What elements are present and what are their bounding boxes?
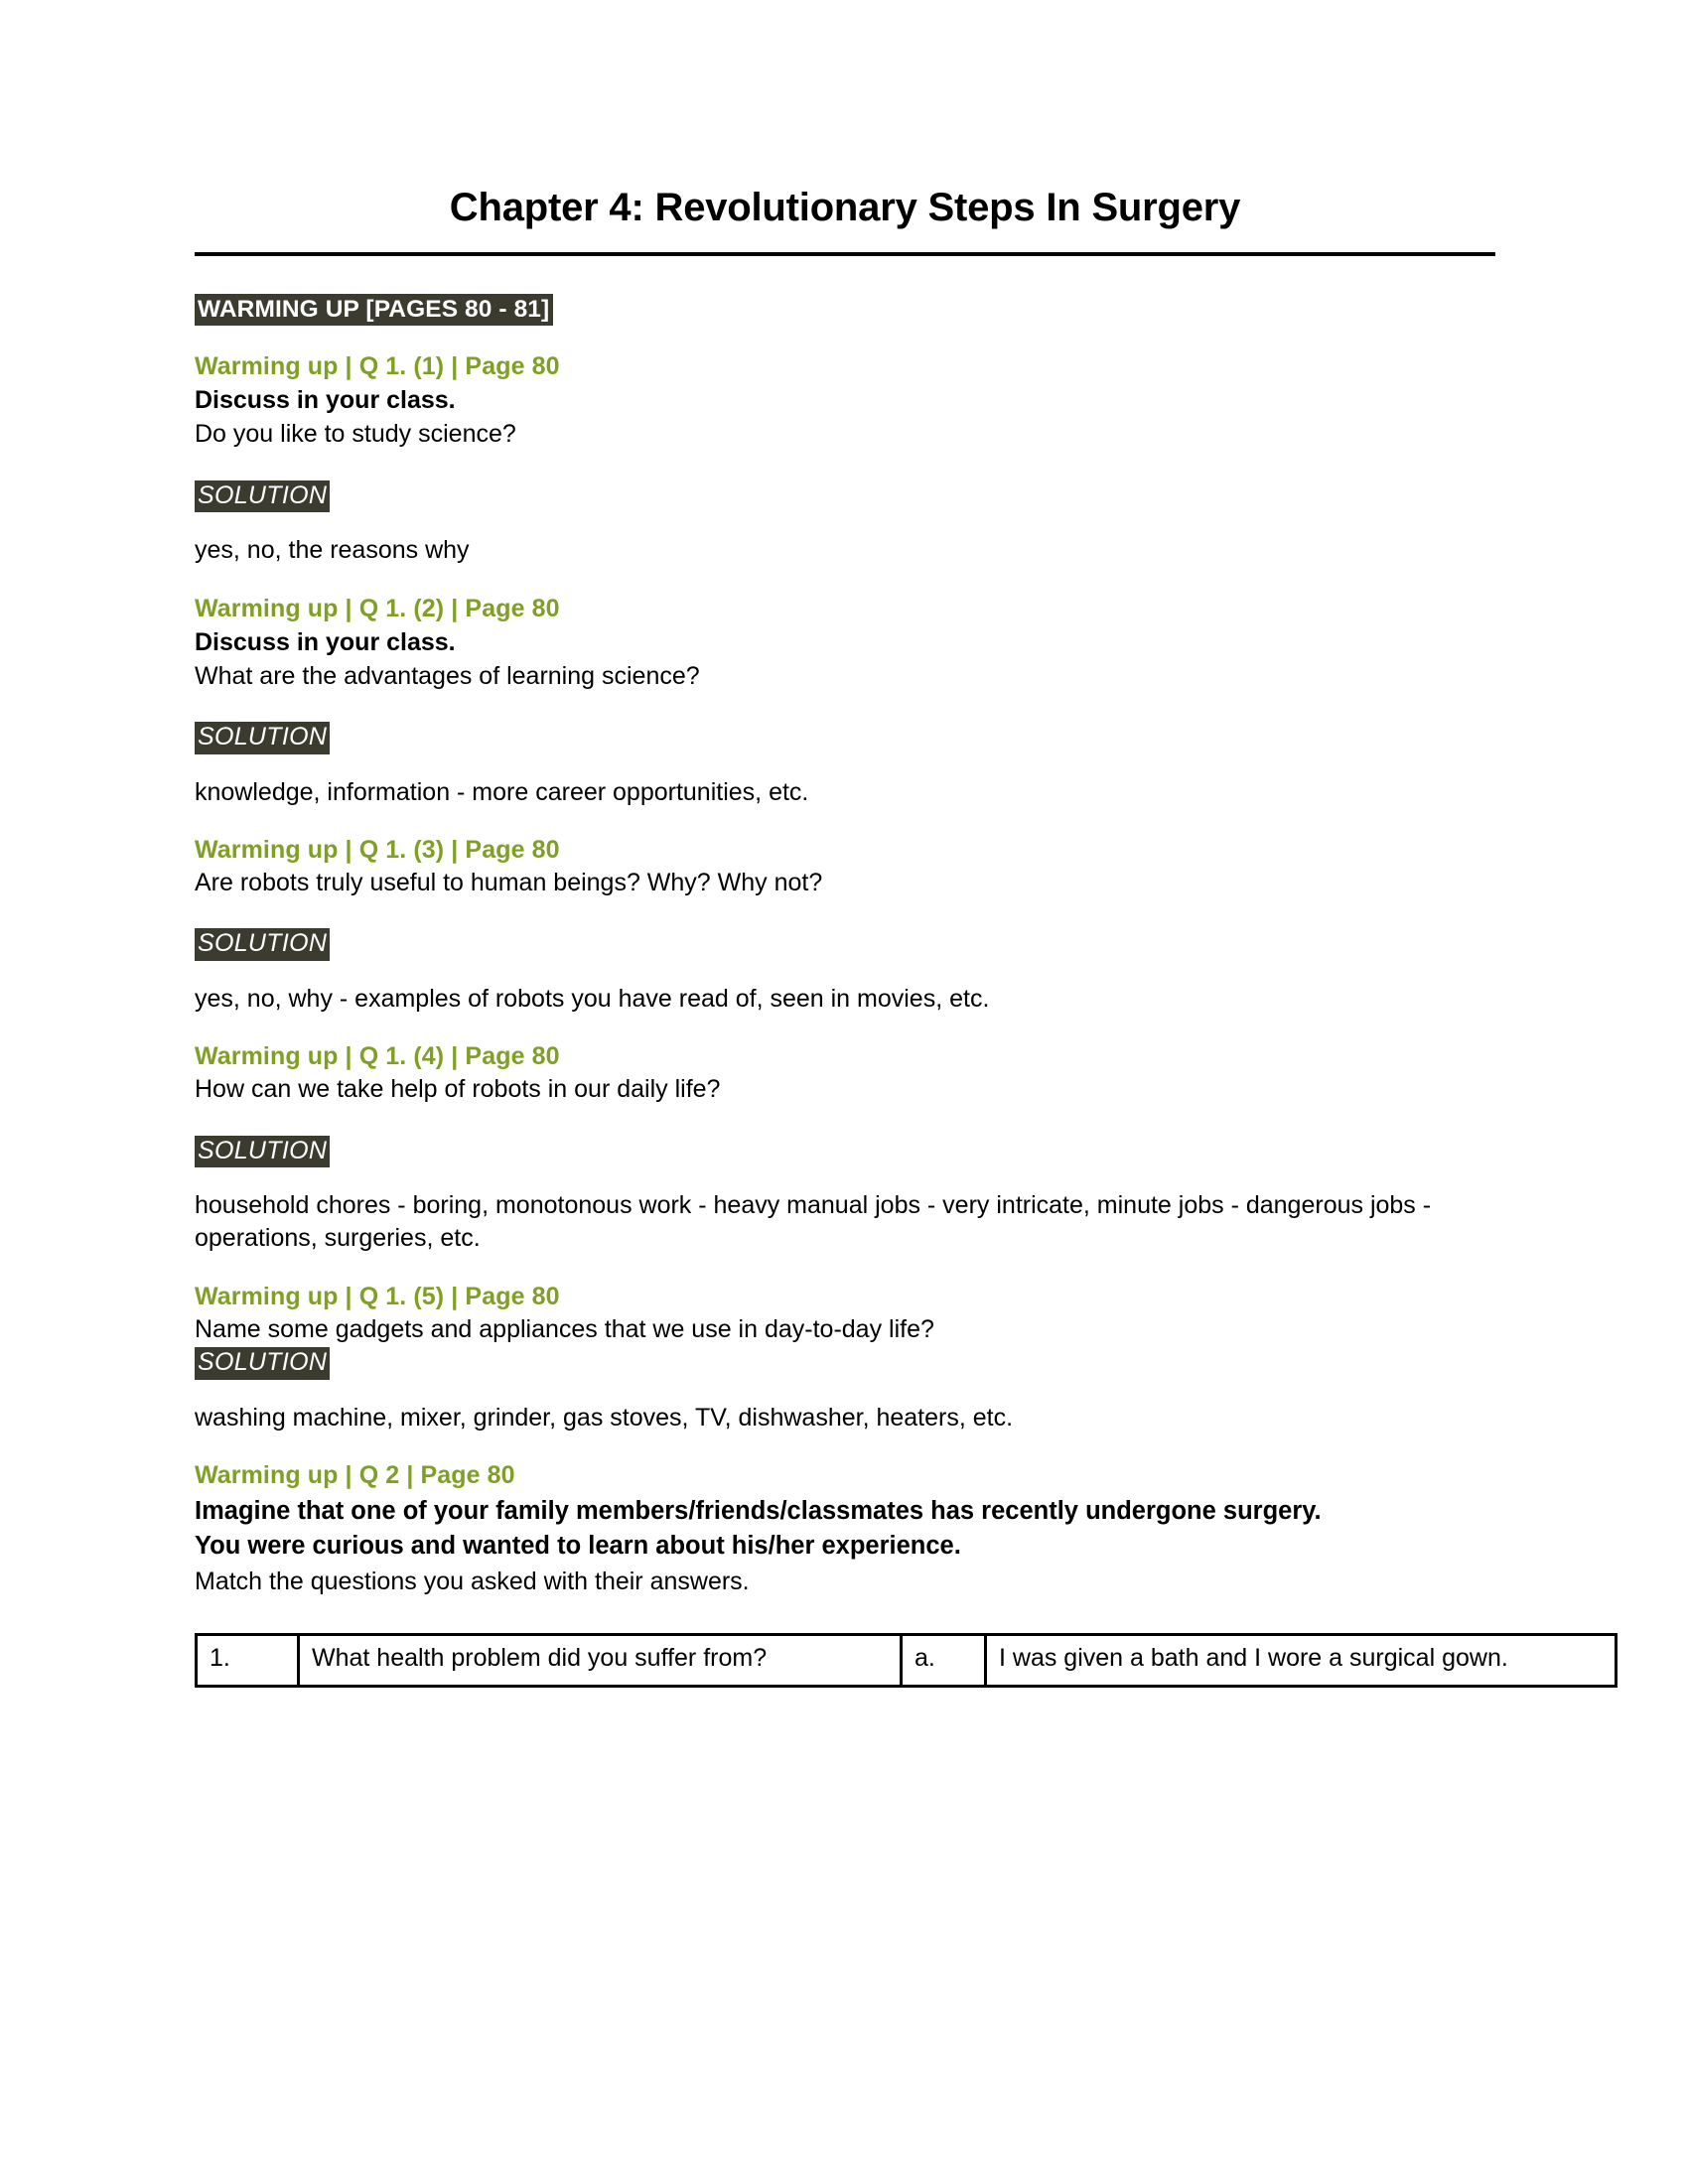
question-heading-1: Warming up | Q 1. (1) | Page 80 <box>195 352 560 381</box>
answer-text-5: washing machine, mixer, grinder, gas stoves, TV, dishwasher, heaters, etc. <box>195 1403 1014 1432</box>
question-heading-5: Warming up | Q 1. (5) | Page 80 <box>195 1282 560 1310</box>
solution-row-4 <box>195 1106 1495 1168</box>
question-heading-q2: Warming up | Q 2 | Page 80 <box>195 1460 515 1489</box>
table-cell-number: 1. <box>197 1635 299 1687</box>
question-text-4: How can we take help of robots in our daily life? <box>195 1075 721 1104</box>
answer-text-2: knowledge, information - more career opportunities, etc. <box>195 777 809 806</box>
solution-label-1: SOLUTION <box>195 480 330 513</box>
question-heading-3: Warming up | Q 1. (3) | Page 80 <box>195 835 560 864</box>
solution-row-3 <box>195 898 1495 961</box>
question-heading-2: Warming up | Q 1. (2) | Page 80 <box>195 594 560 622</box>
question-text-1: Do you like to study science? <box>195 420 516 449</box>
document-content <box>195 175 1508 1688</box>
question-instruction-q2: Imagine that one of your family members/friends/classmates has recently undergone surgery. You were curious and wanted to learn about his/her experience. <box>195 1496 1322 1560</box>
question-text-2: What are the advantages of learning science? <box>195 661 700 690</box>
solution-row-1 <box>195 451 1495 513</box>
solution-label-2: SOLUTION <box>195 722 330 754</box>
answer-text-4: household chores - boring, monotonous work - heavy manual jobs - very intricate, minute jobs - dangerous jobs - operations, surgeries, etc. <box>195 1191 1432 1253</box>
answer-text-1: yes, no, the reasons why <box>195 536 470 565</box>
solution-row-5 <box>195 1345 1495 1380</box>
answer-text-3: yes, no, why - examples of robots you have read of, seen in movies, etc. <box>195 984 990 1013</box>
solution-label-3: SOLUTION <box>195 928 330 961</box>
table-cell-answer: I was given a bath and I wore a surgical gown. <box>986 1635 1617 1687</box>
section-banner-row <box>195 256 1495 326</box>
question-instruction-1: Discuss in your class. <box>195 386 456 415</box>
table-cell-question: What health problem did you suffer from? <box>299 1635 902 1687</box>
solution-label-5: SOLUTION <box>195 1347 330 1380</box>
section-banner: WARMING UP [PAGES 80 - 81] <box>195 294 553 326</box>
solution-row-2 <box>195 692 1495 754</box>
question-instruction-2: Discuss in your class. <box>195 627 456 656</box>
question-text-3: Are robots truly useful to human beings? Why? Why not? <box>195 868 823 896</box>
table-row <box>197 1635 1617 1687</box>
question-text-5: Name some gadgets and appliances that we use in day-to-day life? <box>195 1314 934 1343</box>
match-table <box>195 1633 1618 1688</box>
question-heading-4: Warming up | Q 1. (4) | Page 80 <box>195 1042 560 1071</box>
page-title: Chapter 4: Revolutionary Steps In Surgery <box>449 186 1241 229</box>
solution-label-4: SOLUTION <box>195 1136 330 1168</box>
question-text-q2: Match the questions you asked with their answers. <box>195 1567 750 1595</box>
table-cell-letter: a. <box>902 1635 986 1687</box>
